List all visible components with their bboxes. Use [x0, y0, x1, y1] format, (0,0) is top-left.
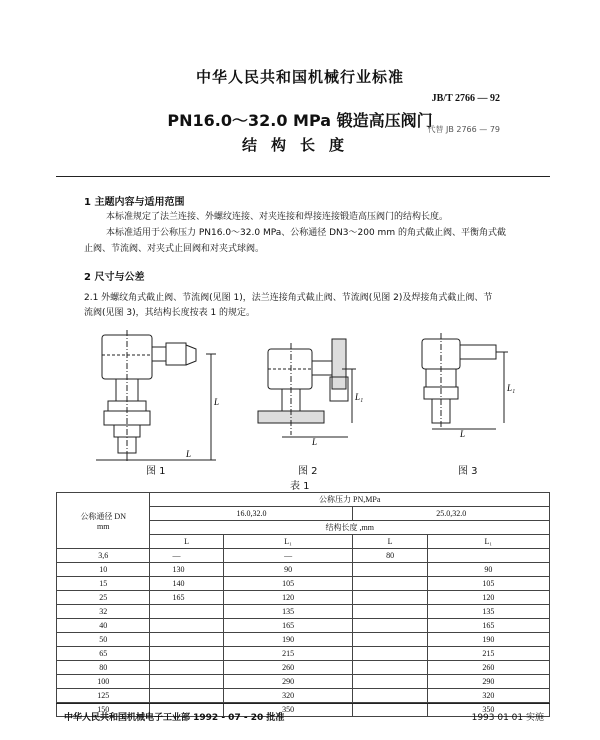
cell-L [353, 703, 427, 717]
section2-para1b: 流阀(见图 3)，其结构长度按表 1 的规定。 [84, 308, 256, 318]
cell-L1: 120 [427, 591, 549, 605]
cell-L1: — [223, 549, 353, 563]
footer-rule [56, 703, 550, 704]
figure1-caption: 图 1 [146, 466, 166, 477]
cell-L: 140 [150, 577, 223, 591]
table-row [57, 591, 550, 605]
cell-L [353, 619, 427, 633]
section1-para2b: 止阀、节流阀、对夹式止回阀和对夹式球阀。 [84, 244, 265, 254]
header-dn [57, 493, 150, 549]
header-group1: 16.0,32.0 [150, 507, 353, 521]
cell-L: 165 [150, 591, 223, 605]
sub-header-L: L [150, 535, 223, 549]
cell-dn: 125 [57, 689, 150, 703]
standard-body-title: 中华人民共和国机械行业标准 [195, 68, 404, 86]
cell-L [353, 689, 427, 703]
section2-heading: 2 尺寸与公差 [84, 272, 145, 283]
cell-L1: 105 [427, 577, 549, 591]
footer-effective-date: 1993 01 01 实施 [471, 713, 544, 723]
cell-L1 [427, 549, 549, 563]
table-row [57, 661, 550, 675]
table-row [57, 577, 550, 591]
structure-length-table [56, 492, 550, 717]
cell-dn: 10 [57, 563, 150, 577]
cell-dn: 32 [57, 605, 150, 619]
cell-L [353, 675, 427, 689]
cell-dn: 50 [57, 633, 150, 647]
figure3-drawing [422, 333, 508, 429]
cell-L [150, 661, 223, 675]
figure3-dim-L1: L₁ [507, 383, 516, 393]
sub-header-L1: L₁ [223, 535, 353, 549]
cell-L [150, 605, 223, 619]
cell-L1: 135 [223, 605, 353, 619]
cell-L1: 260 [427, 661, 549, 675]
cell-L1: 215 [427, 647, 549, 661]
cell-L1: 190 [223, 633, 353, 647]
cell-dn: 15 [57, 577, 150, 591]
section2-para1a: 2.1 外螺纹角式截止阀、节流阀(见图 1)，法兰连接角式截止阀、节流阀(见图 2)及焊接角式截止阀、节 [84, 293, 493, 303]
cell-L1: 320 [427, 689, 549, 703]
figure2-drawing [258, 339, 356, 437]
cell-L [353, 661, 427, 675]
document-title: PN16.0～32.0 MPa 锻造高压阀门 [167, 111, 433, 130]
table-row [57, 675, 550, 689]
cell-L1: 135 [427, 605, 549, 619]
table-caption: 表 1 [290, 481, 310, 492]
cell-L: — [150, 549, 223, 563]
section1-para2a: 本标准适用于公称压力 PN16.0～32.0 MPa、公称通径 DN3～200 mm 的角式截止阀、平衡角式截 [106, 228, 506, 238]
cell-L [353, 633, 427, 647]
cell-dn: 25 [57, 591, 150, 605]
cell-dn: 100 [57, 675, 150, 689]
header-dn-unit: mm [97, 521, 110, 531]
cell-L [353, 591, 427, 605]
cell-L1: 105 [223, 577, 353, 591]
cell-L: 130 [150, 563, 223, 577]
figure1-dim-L-vertical: L [214, 397, 220, 407]
header-group2: 25.0,32.0 [353, 507, 550, 521]
cell-L1: 290 [223, 675, 353, 689]
cell-L1: 190 [427, 633, 549, 647]
figure1-drawing [96, 330, 216, 461]
cell-dn: 80 [57, 661, 150, 675]
cell-L1: 120 [223, 591, 353, 605]
cell-L1: 290 [427, 675, 549, 689]
figure3-dim-L: L [460, 429, 466, 439]
header-structure-length: 结构长度 ,mm [150, 521, 550, 535]
cell-L [150, 619, 223, 633]
section1-para1: 本标准规定了法兰连接、外螺纹连接、对夹连接和焊接连接锻造高压阀门的结构长度。 [106, 212, 449, 222]
cell-L1: 350 [427, 703, 549, 717]
cell-L1: 350 [223, 703, 353, 717]
table-row [57, 633, 550, 647]
section1-heading: 1 主题内容与适用范围 [84, 197, 185, 208]
table-row [57, 619, 550, 633]
sub-header-L: L [353, 535, 427, 549]
standard-code: JB/T 2766 — 92 [431, 93, 500, 104]
cell-L1: 260 [223, 661, 353, 675]
cell-L1: 215 [223, 647, 353, 661]
header-rule [56, 176, 550, 177]
table-row [57, 689, 550, 703]
cell-L1: 165 [223, 619, 353, 633]
cell-L [150, 633, 223, 647]
cell-L [353, 563, 427, 577]
table-row [57, 605, 550, 619]
figure1-dim-L: L [186, 449, 192, 459]
header-dn-label: 公称通径 DN [80, 511, 126, 521]
figure2-dim-L: L [312, 437, 318, 447]
cell-L [353, 605, 427, 619]
footer-issuer: 中华人民共和国机械电子工业部 1992 - 07 - 20 批准 [64, 713, 285, 723]
figure2-caption: 图 2 [298, 466, 318, 477]
cell-dn: 3,6 [57, 549, 150, 563]
table-row [57, 647, 550, 661]
cell-L [353, 647, 427, 661]
figure3-caption: 图 3 [458, 466, 478, 477]
cell-L1: 320 [223, 689, 353, 703]
table-row [57, 549, 550, 563]
cell-L [150, 675, 223, 689]
cell-dn: 65 [57, 647, 150, 661]
cell-dn: 40 [57, 619, 150, 633]
cell-L1: 90 [427, 563, 549, 577]
cell-L1: 90 [223, 563, 353, 577]
header-pressure: 公称压力 PN,MPa [150, 493, 550, 507]
cell-dn: 150 [57, 703, 150, 717]
figure2-dim-L1: L₁ [355, 392, 364, 402]
valve-figures [56, 325, 550, 475]
cell-L: 80 [353, 549, 427, 563]
cell-L [150, 647, 223, 661]
cell-L [150, 689, 223, 703]
cell-L [353, 577, 427, 591]
sub-header-L1: L₁ [427, 535, 549, 549]
document-subtitle: 结构长度 [241, 136, 358, 154]
cell-L1: 165 [427, 619, 549, 633]
replaces-note: 代替 JB 2766 — 79 [427, 125, 500, 134]
table-row [57, 563, 550, 577]
